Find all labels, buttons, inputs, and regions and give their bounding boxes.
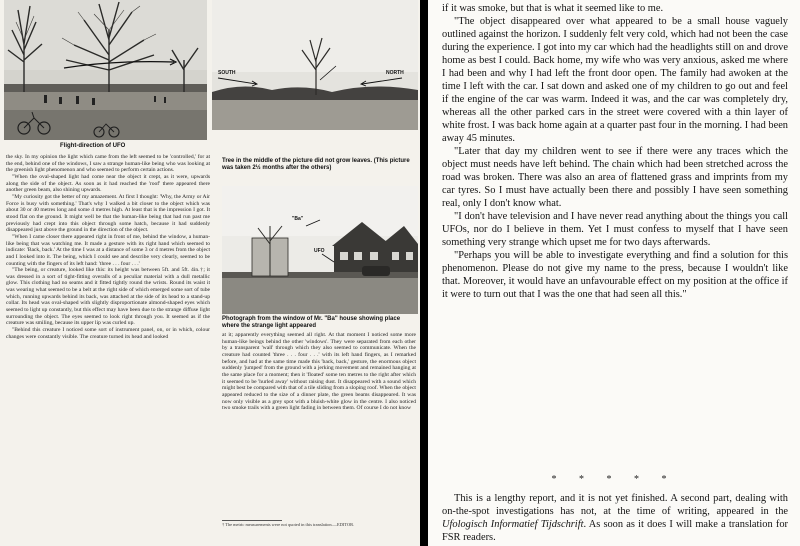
journal-title: Ufologisch Informatief Tijdschrift [442,519,584,530]
closing-text-prefix: This is a lengthy report, and it is not yet finished. A second part, dealing with on-the-spot investigations has not, at the time of writing, appeared in the [442,493,788,517]
col2-paragraph: at it; apparently everything seemed all right. At that moment I noticed some more human-like beings behind the other 'windows'. They were separated from each other by a transparent 'wall' through which they also seemed to communicate. When the creature had counted 'three . . . four . . .' with its left hand fingers, as I remarked before, and had at the same time made this 'back, back,' gesture, the enormous object suddenly 'jumped' from the ground with a jerking movement and remained hanging at the same place for a moment; then it 'floated' some ten metres to the right after which it seemed to be 'hurled away' without raising dust. It disappeared with a sound which might best be compared with that of a tile sliding from a sloping roof. When the object appeared reduced to the size of a dinner plate, the green beams disappeared. It was now only visible as a grey spot with a bluish-white glow in the centre. I also noticed two smoke trails with a green light fading in between them. Of course I do not know [222,332,416,412]
label-south: SOUTH [218,70,236,76]
photo-from-window [222,186,418,314]
col1-paragraph: the sky. In my opinion the light which came from the left seemed to be 'controlled,' for at the end, behind one of the windows, I saw a strange human-like being who was looking at the greenish light phenomenon and who seemed to perform certain actions. [6,154,210,174]
right-paragraph: if it was smoke, but that is what it seemed like to me. [442,3,664,14]
horizon-tree-image [212,0,418,130]
photo2-caption: Tree in the middle of the picture did not grow leaves. (This picture was taken 2½ months after the others) [222,158,410,171]
label-ba: "Ba" [292,216,304,222]
col1-paragraph: "Behind this creature I noticed some sort of instrument panel, on, or in which, colour changes were constantly visible. The creature turned its head and looked [6,327,210,340]
footnote: † The metric measurements were not quoted in this translation.—EDITOR. [222,522,355,527]
label-north: NORTH [386,70,404,76]
right-column-top [442,2,788,301]
col1-paragraph: "When the oval-shaped light had come near the object it crept, as it were, upwards along the side of the object. As soon as it had reached the 'roof' there appeared there another green beam, also shining upwards. [6,173,210,194]
closing-text-suffix: . As soon as it does I will make a translation for FSR readers. [442,519,789,543]
right-paragraph: "The object disappeared over what appeared to be a small house vaguely outlined against the horizon. I suddenly felt very cold, which had not been the case during the experience. I got into my car which had the headlights still on and drove home as best I could. Back home, my wife who was very anxious, asked me where I had been and why I had left the front door open. The family had awoken at the time I left with the car. I sat down and asked one of my children to go out and feel if the engine of the car was warm. Indeed it was, and the car was completely dry, whereas all the other parked cars in the street were covered with a thin layer of white frost. I was back home again at a quarter past four in the morning. I had been away 45 minutes. [442,16,788,144]
photo-tree-no-leaves [212,0,418,130]
label-ufo: UFO [314,248,325,254]
col1-paragraph: "My curiosity got the better of my amazement. At first I thought: 'Why, the Army or Air Force is busy with something.' That's why I walked a bit closer to the object which was about 30 or 40 metres long and some 4 metres high. At least that is the impression I got. It stood flat on the ground. It might well be that the human-like being that had run past me previously had crept into this object through some hatch, because it had suddenly disappeared just above the ground in the direction of the object. [6,193,210,234]
right-paragraph: "Later that day my children went to see if there were any traces which the object must needs have left behind. The chain which had been stretched across the road was broken. There was also an area of flattened grass and imprints from my car tyres. So I must have actually been there and possibly I have seen something real, only I don't know what. [442,146,788,209]
right-paragraph: "Perhaps you will be able to investigate everything and find a solution for this phenomenon. Please do not give my name to the press, because I wouldn't like that. Moreover, it would have an unfavourable effect on my position at the office if it were to turn out that I was the one that had seen all this." [442,250,788,300]
right-page [428,0,800,546]
closing-paragraph [442,492,788,544]
photo-flight-direction [4,0,207,140]
col1-paragraph: "The being, or creature, looked like this: its height was between 5ft. and 5ft. 4in.†; it was dressed in a sort of tight-fitting overalls of a peculiar material with a dull metallic glow. This clothing had no seams and it fitted tightly round the wrists. Round its waist it was wearing what seemed to be a belt at the right side of which emerged some sort of tube which, running upwards behind its back, was attached at the side of its head to a stand-up collar. Its head was oval-shaped with slightly disproportionate almond-shaped eyes which seemed to light up constantly, but this effect may have been due to the strange diffuse light surrounding the object. The eyes seemed to look right through you. It seemed as if the creature was smiling, because its upper lip was curled up. [6,267,210,327]
left-column-2 [222,332,416,412]
section-divider-stars: * * * * * [551,474,677,485]
photo3-caption: Photograph from the window of Mr. "Ba" house showing place where the strange light appeared [222,316,401,329]
left-column-1 [6,154,210,340]
col1-paragraph: "When I came closer there appeared right in front of me, behind the window, a human-like being that was watching me. It made a gesture with its right hand which seemed to indicate: 'Back, back.' At the time I was at a distance of some 3 or 4 metres from the object and I looked into it. The being, which I could see and describe very clearly, seemed to be counting with the fingers of its left hand: 'three . . . four . . .' [6,233,210,267]
field-trees-image [4,0,207,140]
photo1-caption: Flight-direction of UFO [60,143,126,149]
right-paragraph: "I don't have television and I have never read anything about the things you call UFOs, nor do I believe in them. Yet I must confess to myself that I have seen something very strange which upset me for two days afterwards. [442,211,788,248]
right-column-closing [442,492,788,544]
footnote-rule [222,520,282,521]
